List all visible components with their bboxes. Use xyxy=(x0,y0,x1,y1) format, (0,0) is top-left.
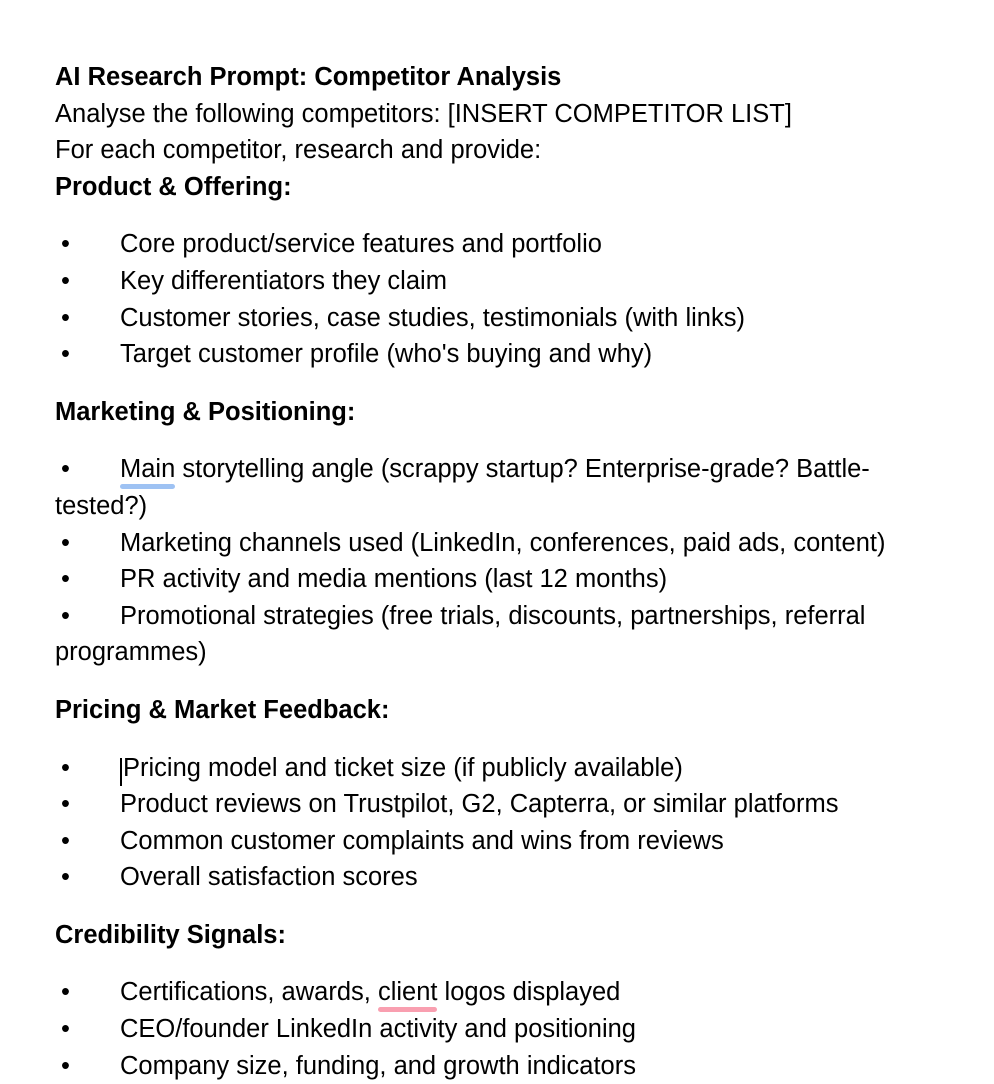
bullet-item-text: Certifications, awards, client logos displayed xyxy=(120,978,621,1007)
bullet-item xyxy=(55,823,924,860)
bullet-item xyxy=(55,263,924,300)
bullet-item-text: CEO/founder LinkedIn activity and positioning xyxy=(120,1015,636,1044)
bullet-item xyxy=(55,974,924,1011)
bullet-item-text: Common customer complaints and wins from reviews xyxy=(120,826,724,855)
bullet-marker-icon: • xyxy=(61,601,70,630)
bullet-list xyxy=(55,451,924,671)
bullet-item xyxy=(55,336,924,373)
bullet-item xyxy=(55,750,924,787)
bullet-list xyxy=(55,750,924,896)
bullet-item-text: Main storytelling angle (scrappy startup? Enterprise-grade? Battle-tested?) xyxy=(55,455,870,520)
bullet-marker-icon: • xyxy=(61,978,70,1007)
spellcheck-underline-blue[interactable]: Main xyxy=(120,455,176,484)
bullet-marker-icon: • xyxy=(61,1051,70,1080)
bullet-item xyxy=(55,451,924,524)
bullet-marker-icon: • xyxy=(61,230,70,259)
bullet-item-text: Customer stories, case studies, testimonials (with links) xyxy=(120,303,745,332)
bullet-marker-icon: • xyxy=(61,753,70,782)
document-sections xyxy=(55,169,924,1084)
bullet-item-text: Core product/service features and portfolio xyxy=(120,230,602,259)
bullet-item-text: PR activity and media mentions (last 12 months) xyxy=(120,565,668,594)
bullet-marker-icon: • xyxy=(61,266,70,295)
bullet-item-text: Key differentiators they claim xyxy=(120,266,447,295)
bullet-marker-icon: • xyxy=(61,790,70,819)
section-heading: Pricing & Market Feedback: xyxy=(55,695,390,724)
intro-paragraph: For each competitor, research and provide: xyxy=(55,136,542,165)
bullet-marker-icon: • xyxy=(61,826,70,855)
bullet-marker-icon: • xyxy=(61,340,70,369)
bullet-marker-icon: • xyxy=(61,1015,70,1044)
bullet-marker-icon: • xyxy=(61,528,70,557)
intro-paragraphs xyxy=(55,96,924,169)
bullet-item xyxy=(55,561,924,598)
bullet-item-text: Product reviews on Trustpilot, G2, Capterra, or similar platforms xyxy=(120,790,839,819)
bullet-list xyxy=(55,226,924,372)
bullet-item-text: Pricing model and ticket size (if publicly available) xyxy=(123,753,683,782)
bullet-item xyxy=(55,300,924,337)
bullet-item-text: Overall satisfaction scores xyxy=(120,863,418,892)
bullet-marker-icon: • xyxy=(61,565,70,594)
bullet-item xyxy=(55,859,924,896)
bullet-item-text: Marketing channels used (LinkedIn, conferences, paid ads, content) xyxy=(120,528,886,557)
bullet-item xyxy=(55,598,924,671)
section-heading: Product & Offering: xyxy=(55,172,292,201)
document-title: AI Research Prompt: Competitor Analysis xyxy=(55,63,562,91)
section-heading: Credibility Signals: xyxy=(55,920,286,949)
bullet-item-text: Target customer profile (who's buying and why) xyxy=(120,340,653,369)
text-caret xyxy=(120,758,122,786)
bullet-marker-icon: • xyxy=(61,455,70,484)
spellcheck-underline-pink[interactable]: client xyxy=(377,978,438,1007)
intro-paragraph: Analyse the following competitors: [INSERT COMPETITOR LIST] xyxy=(55,99,792,128)
section-heading: Marketing & Positioning: xyxy=(55,397,356,426)
bullet-marker-icon: • xyxy=(61,303,70,332)
bullet-item xyxy=(55,786,924,823)
bullet-item xyxy=(55,525,924,562)
bullet-item xyxy=(55,226,924,263)
bullet-list xyxy=(55,974,924,1084)
bullet-item xyxy=(55,1011,924,1048)
bullet-item-text: Promotional strategies (free trials, discounts, partnerships, referral programmes) xyxy=(55,601,866,667)
bullet-item xyxy=(55,1048,924,1084)
bullet-marker-icon: • xyxy=(61,863,70,892)
bullet-item-text: Company size, funding, and growth indicators xyxy=(120,1051,636,1080)
